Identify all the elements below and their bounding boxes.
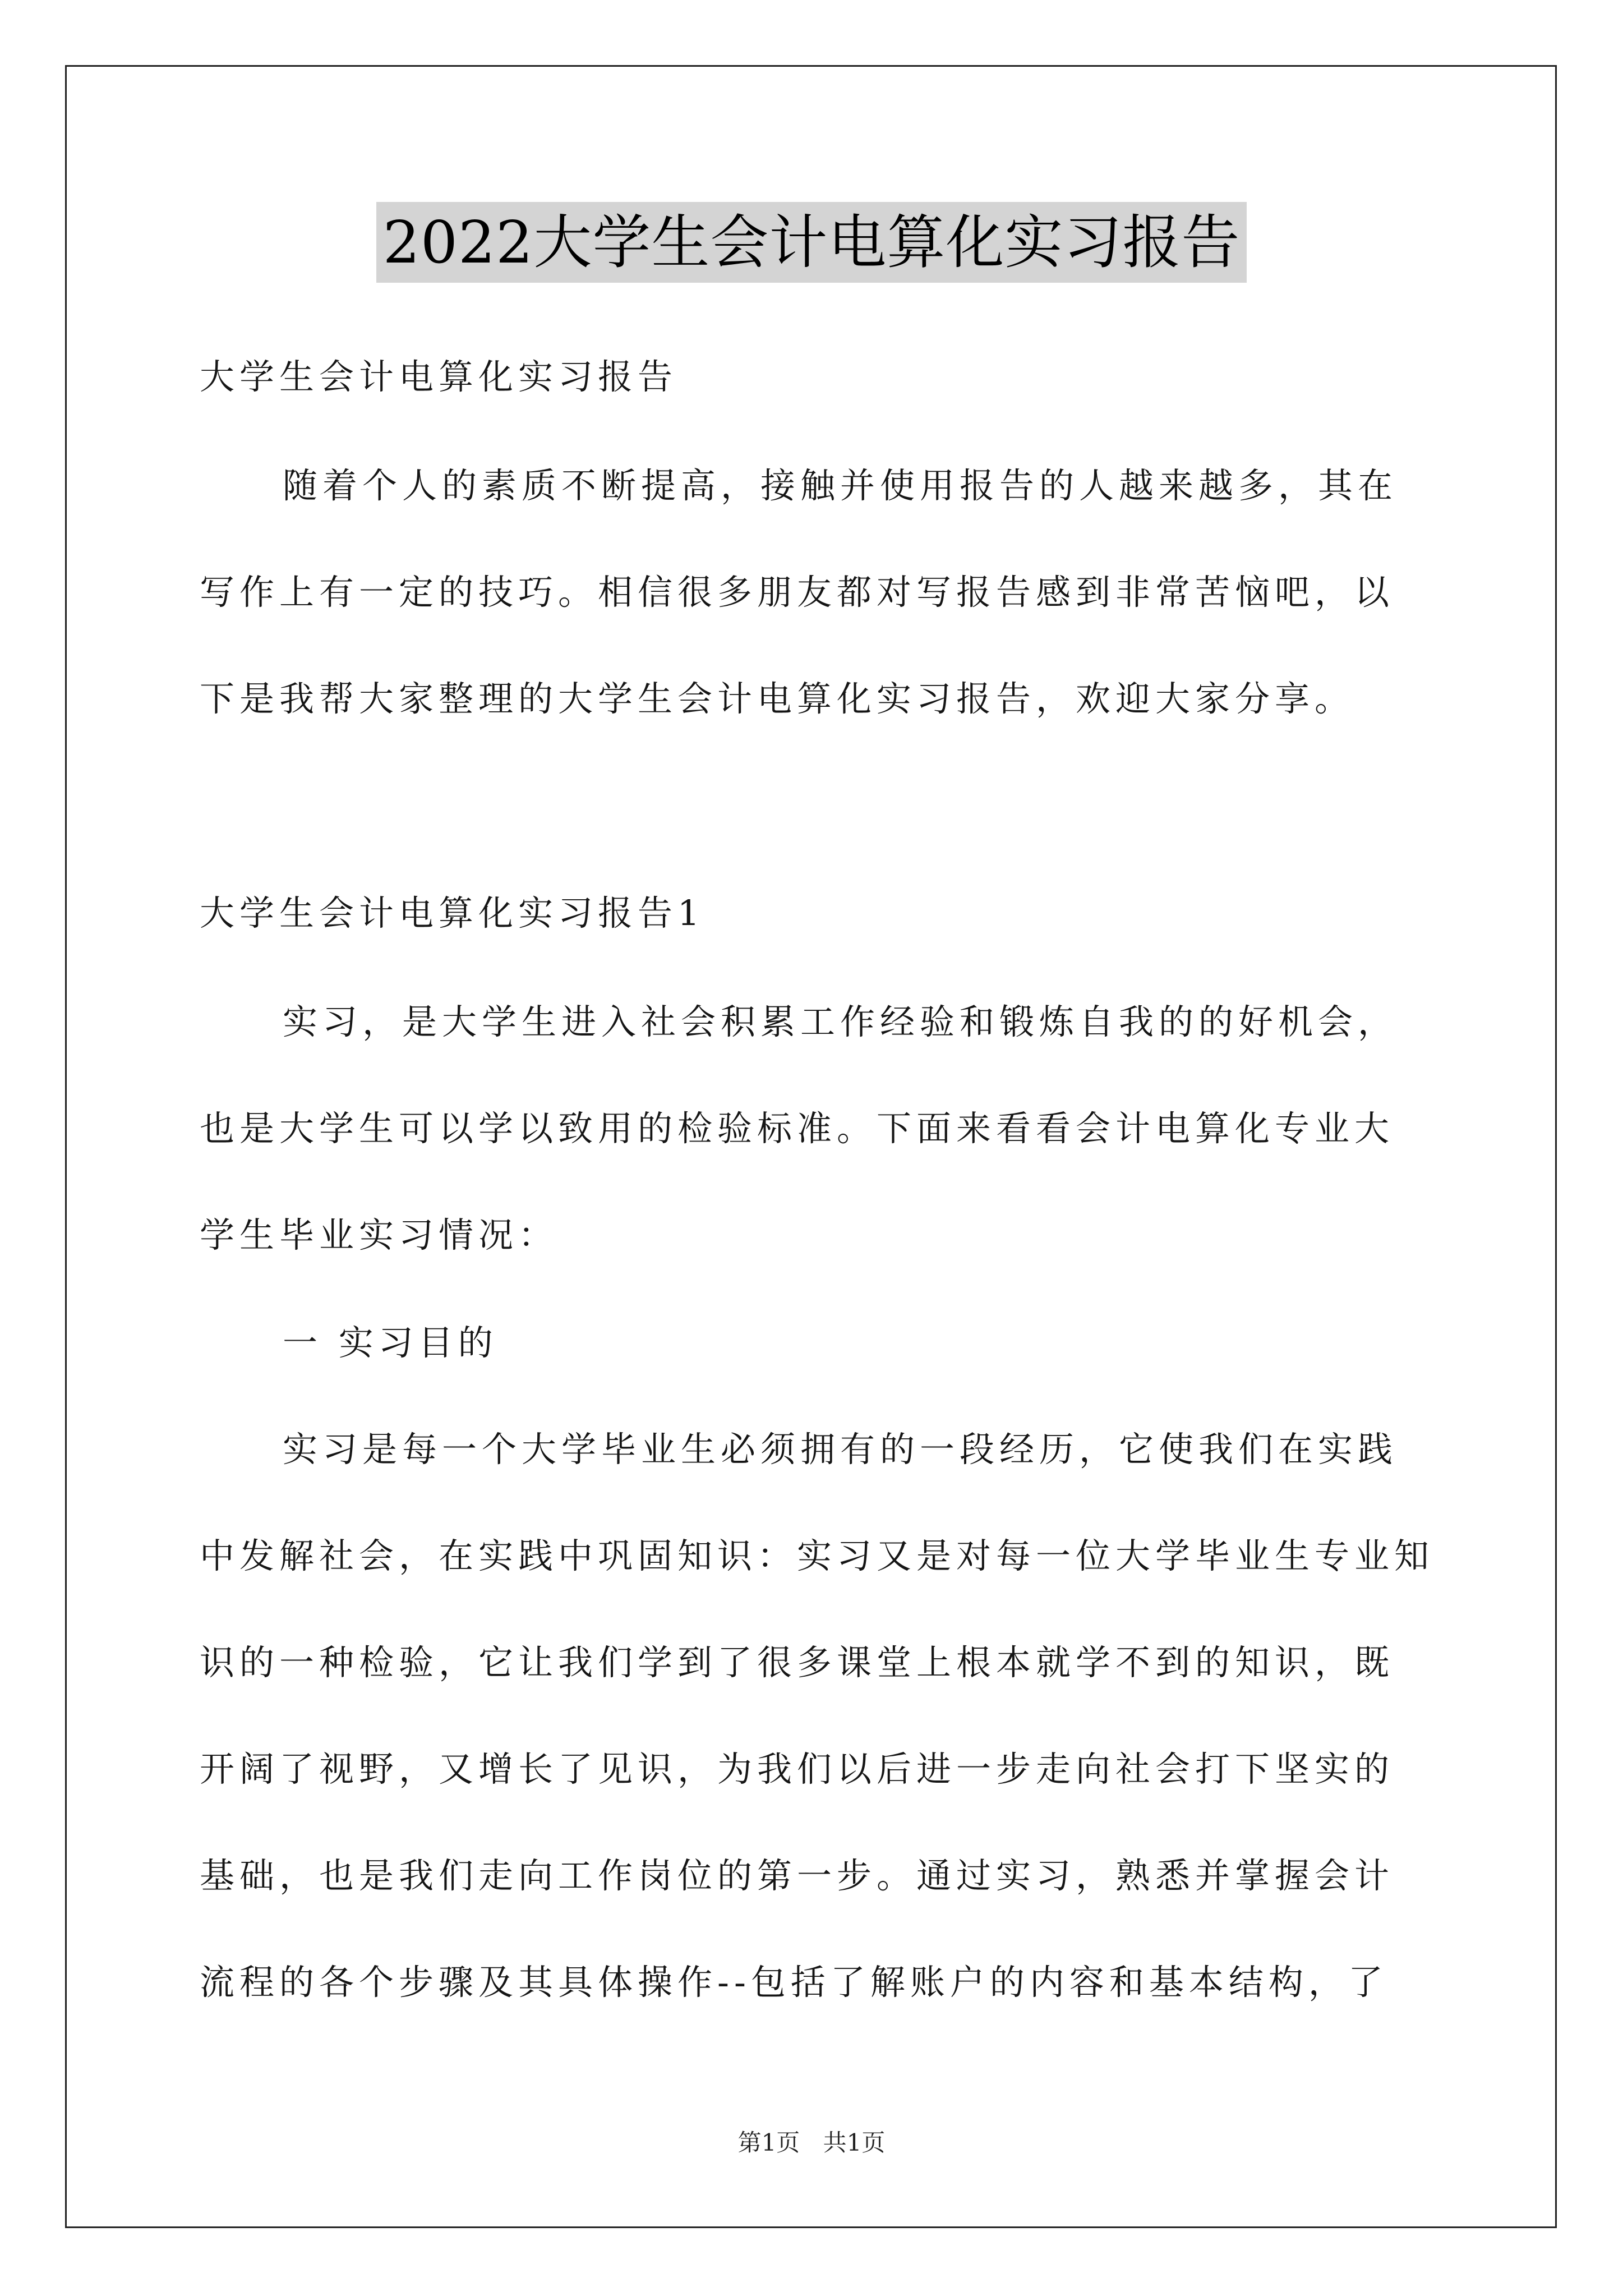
section-heading: 大学生会计电算化实习报告1	[200, 892, 705, 933]
paragraph-line: 实习是每一个大学毕业生必须拥有的一段经历，它使我们在实践	[283, 1429, 1398, 1470]
paragraph-line: 也是大学生可以学以致用的检验标准。下面来看看会计电算化专业大	[200, 1108, 1395, 1149]
page-total: 共1页	[823, 2129, 886, 2156]
paragraph-line: 实习，是大学生进入社会积累工作经验和锻炼自我的的好机会，	[283, 1001, 1398, 1042]
paragraph-line: 中发解社会，在实践中巩固知识：实习又是对每一位大学毕业生专业知	[200, 1535, 1435, 1576]
paragraph-line: 学生毕业实习情况：	[200, 1214, 559, 1255]
paragraph-line: 下是我帮大家整理的大学生会计电算化实习报告，欢迎大家分享。	[200, 678, 1355, 719]
subtitle-line: 大学生会计电算化实习报告	[200, 356, 678, 397]
document-title: 2022大学生会计电算化实习报告	[376, 202, 1247, 283]
subsection-heading: 一 实习目的	[283, 1322, 498, 1363]
paragraph-line: 基础，也是我们走向工作岗位的第一步。通过实习，熟悉并掌握会计	[200, 1855, 1395, 1896]
paragraph-line: 随着个人的素质不断提高，接触并使用报告的人越来越多，其在	[283, 465, 1398, 506]
title-container	[0, 202, 1623, 283]
paragraph-line: 开阔了视野，又增长了见识，为我们以后进一步走向社会打下坚实的	[200, 1749, 1395, 1789]
page-footer	[0, 2127, 1623, 2159]
page-number: 第1页	[737, 2129, 800, 2156]
paragraph-line: 流程的各个步骤及其具体操作--包括了解账户的内容和基本结构，了	[200, 1962, 1388, 2003]
paragraph-line: 识的一种检验，它让我们学到了很多课堂上根本就学不到的知识，既	[200, 1642, 1395, 1683]
paragraph-line: 写作上有一定的技巧。相信很多朋友都对写报告感到非常苦恼吧，以	[200, 572, 1395, 613]
